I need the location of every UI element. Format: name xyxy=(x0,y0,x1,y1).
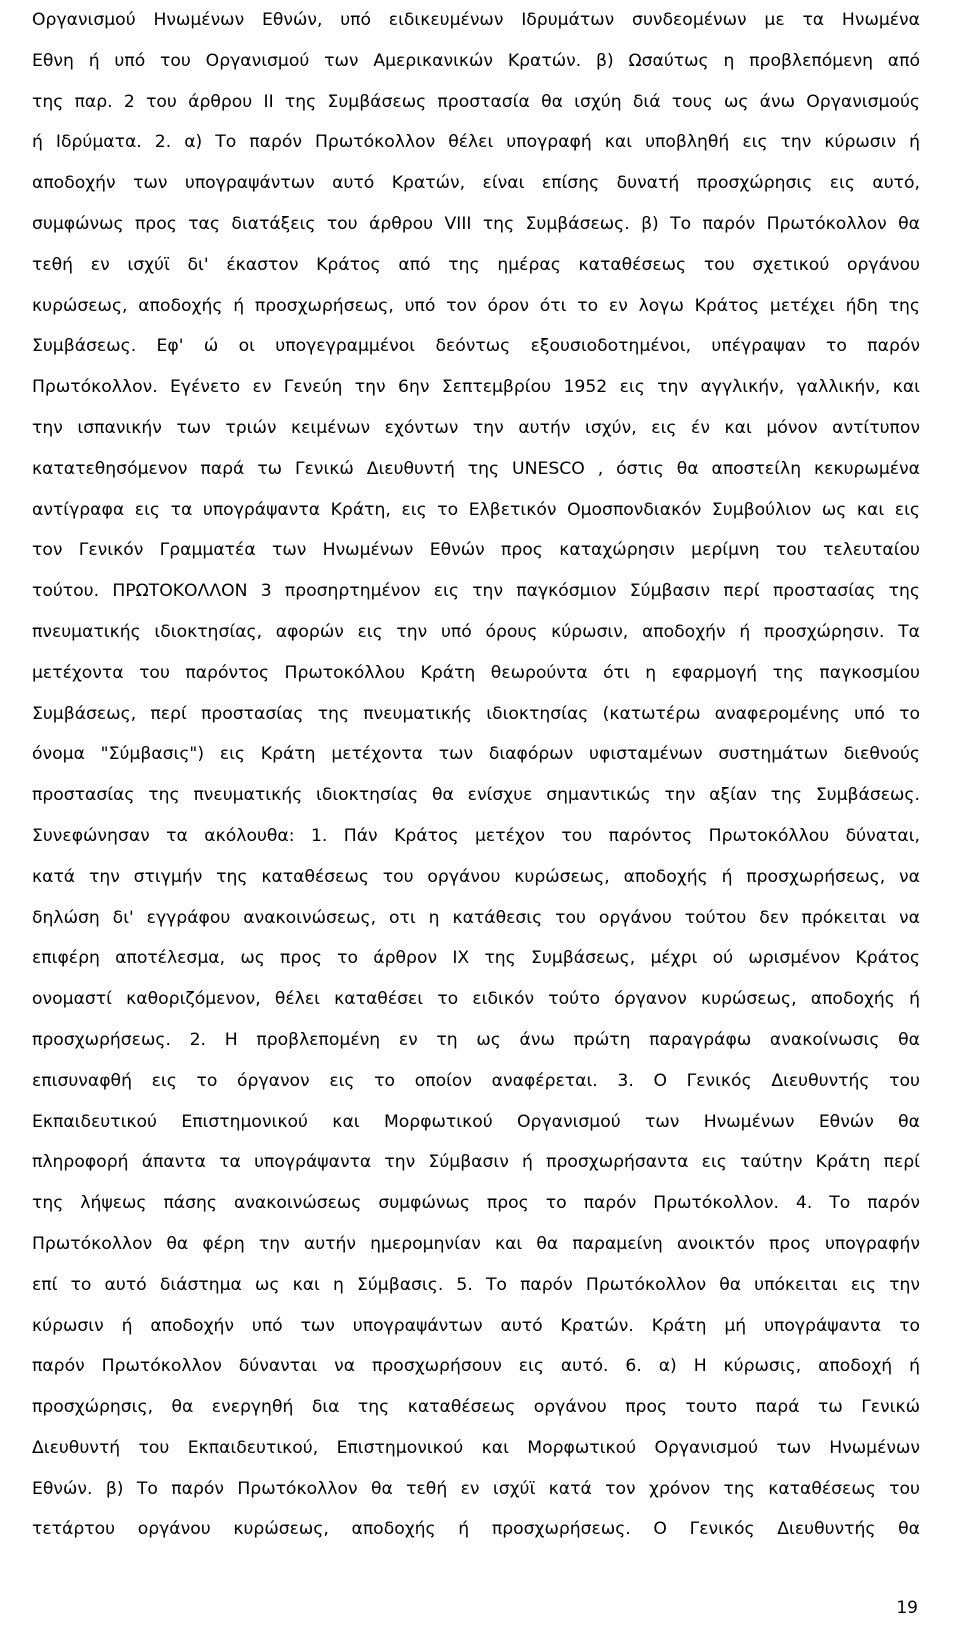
text-line: επιφέρη αποτέλεσμα, ως προς το άρθρον ΙΧ της Συμβάσεως, μέχρι ού ωρισμένον Κράτος xyxy=(32,948,920,969)
text-line: τεθή εν ισχύϊ δι' έκαστον Κράτος από της ημέρας καταθέσεως του σχετικού οργάνου xyxy=(32,254,920,275)
text-line: προσχωρήσεως. 2. Η προβλεπομένη εν τη ως άνω πρώτη παραγράφω ανακοίνωσις θα xyxy=(32,1029,920,1050)
text-line: προσχώρησις, θα ενεργηθή δια της καταθέσεως οργάνου προς τουτο παρά τω Γενικώ xyxy=(32,1397,920,1418)
text-line: επισυναφθή εις το όργανον εις το οποίον αναφέρεται. 3. Ο Γενικός Διευθυντής του xyxy=(32,1070,920,1091)
text-line: προστασίας της πνευματικής ιδιοκτησίας θα ενίσχυε σημαντικώς την αξίαν της Συμβάσεως. xyxy=(32,785,920,806)
text-line: ή Ιδρύματα. 2. α) Το παρόν Πρωτόκολλον θέλει υπογραφή και υποβληθή εις την κύρωσιν ή xyxy=(32,132,920,153)
text-line: Εθνών. β) Το παρόν Πρωτόκολλον θα τεθή εν ισχύϊ κατά τον χρόνον της καταθέσεως του xyxy=(32,1478,920,1499)
text-line: πληροφορή άπαντα τα υπογράψαντα την Σύμβασιν ή προσχωρήσαντα εις ταύτην Κράτη περί xyxy=(32,1152,920,1173)
page-number: 19 xyxy=(896,1598,918,1618)
text-line: επί το αυτό διάστημα ως και η Σύμβασις. 5. Το παρόν Πρωτόκολλον θα υπόκειται εις την xyxy=(32,1274,920,1295)
document-body xyxy=(32,0,920,1550)
text-line: τούτου. ΠΡΩΤΟΚΟΛΛΟΝ 3 προσηρτημένον εις την παγκόσμιον Σύμβασιν περί προστασίας της xyxy=(32,581,920,602)
text-line: αποδοχήν των υπογραψάντων αυτό Κρατών, είναι επίσης δυνατή προσχώρησις εις αυτό, xyxy=(32,173,920,194)
text-line: ονομαστί καθοριζόμενον, θέλει καταθέσει το ειδικόν τούτο όργανον κυρώσεως, αποδοχής ή xyxy=(32,989,920,1010)
text-line: Εθνη ή υπό του Οργανισμού των Αμερικανικών Κρατών. β) Ωσαύτως η προβλεπόμενη από xyxy=(32,50,920,71)
text-line: αντίγραφα εις τα υπογράψαντα Κράτη, εις το Ελβετικόν Ομοσπονδιακόν Συμβούλιον ως και εις xyxy=(32,499,920,520)
text-line: μετέχοντα του παρόντος Πρωτοκόλλου Κράτη θεωρούντα ότι η εφαρμογή της παγκοσμίου xyxy=(32,662,920,683)
text-line: πνευματικής ιδιοκτησίας, αφορών εις την υπό όρους κύρωσιν, αποδοχήν ή προσχώρησιν. Τα xyxy=(32,621,920,642)
text-line: κύρωσιν ή αποδοχήν υπό των υπογραψάντων αυτό Κρατών. Κράτη μή υπογράψαντα το xyxy=(32,1315,920,1336)
text-line: Πρωτόκολλον. Εγένετο εν Γενεύη την 6ην Σεπτεμβρίου 1952 εις την αγγλικήν, γαλλικήν, και xyxy=(32,377,920,398)
text-line: της παρ. 2 του άρθρου ΙΙ της Συμβάσεως προστασία θα ισχύη διά τους ως άνω Οργανισμούς xyxy=(32,91,920,112)
text-line: όνομα "Σύμβασις") εις Κράτη μετέχοντα των διαφόρων υφισταμένων συστημάτων διεθνούς xyxy=(32,744,920,765)
text-line: Συνεφώνησαν τα ακόλουθα: 1. Πάν Κράτος μετέχον του παρόντος Πρωτοκόλλου δύναται, xyxy=(32,825,920,846)
text-line: Συμβάσεως. Εφ' ώ οι υπογεγραμμένοι δεόντως εξουσιοδοτημένοι, υπέγραψαν το παρόν xyxy=(32,336,920,357)
text-line: Οργανισμού Ηνωμένων Εθνών, υπό ειδικευμένων Ιδρυμάτων συνδεομένων με τα Ηνωμένα xyxy=(32,10,920,30)
text-line: Διευθυντή του Εκπαιδευτικού, Επιστημονικού και Μορφωτικού Οργανισμού των Ηνωμένων xyxy=(32,1437,920,1458)
text-line: κυρώσεως, αποδοχής ή προσχωρήσεως, υπό τον όρον ότι το εν λογω Κράτος μετέχει ήδη της xyxy=(32,295,920,316)
text-line: κατά την στιγμήν της καταθέσεως του οργάνου κυρώσεως, αποδοχής ή προσχωρήσεως, να xyxy=(32,866,920,887)
text-line: της λήψεως πάσης ανακοινώσεως συμφώνως προς το παρόν Πρωτόκολλον. 4. Το παρόν xyxy=(32,1193,920,1214)
text-line: κατατεθησόμενον παρά τω Γενικώ Διευθυντή της UNESCO , όστις θα αποστείλη κεκυρωμένα xyxy=(32,458,920,479)
text-line: παρόν Πρωτόκολλον δύνανται να προσχωρήσουν εις αυτό. 6. α) Η κύρωσις, αποδοχή ή xyxy=(32,1356,920,1377)
text-line: την ισπανικήν των τριών κειμένων εχόντων την αυτήν ισχύν, εις έν και μόνον αντίτυπον xyxy=(32,417,920,438)
text-line: Πρωτόκολλον θα φέρη την αυτήν ημερομηνίαν και θα παραμείνη ανοικτόν προς υπογραφήν xyxy=(32,1233,920,1254)
text-line: τετάρτου οργάνου κυρώσεως, αποδοχής ή προσχωρήσεως. Ο Γενικός Διευθυντής θα xyxy=(32,1519,920,1540)
text-line: τον Γενικόν Γραμματέα των Ηνωμένων Εθνών προς καταχώρησιν μερίμνη του τελευταίου xyxy=(32,540,920,561)
text-line: Συμβάσεως, περί προστασίας της πνευματικής ιδιοκτησίας (κατωτέρω αναφερομένης υπό το xyxy=(32,703,920,724)
text-line: συμφώνως προς τας διατάξεις του άρθρου VIII της Συμβάσεως. β) Το παρόν Πρωτόκολλον θα xyxy=(32,213,920,234)
text-line: δηλώση δι' εγγράφου ανακοινώσεως, οτι η κατάθεσις του οργάνου τούτου δεν πρόκειται να xyxy=(32,907,920,928)
text-line: Εκπαιδευτικού Επιστημονικού και Μορφωτικού Οργανισμού των Ηνωμένων Εθνών θα xyxy=(32,1111,920,1132)
